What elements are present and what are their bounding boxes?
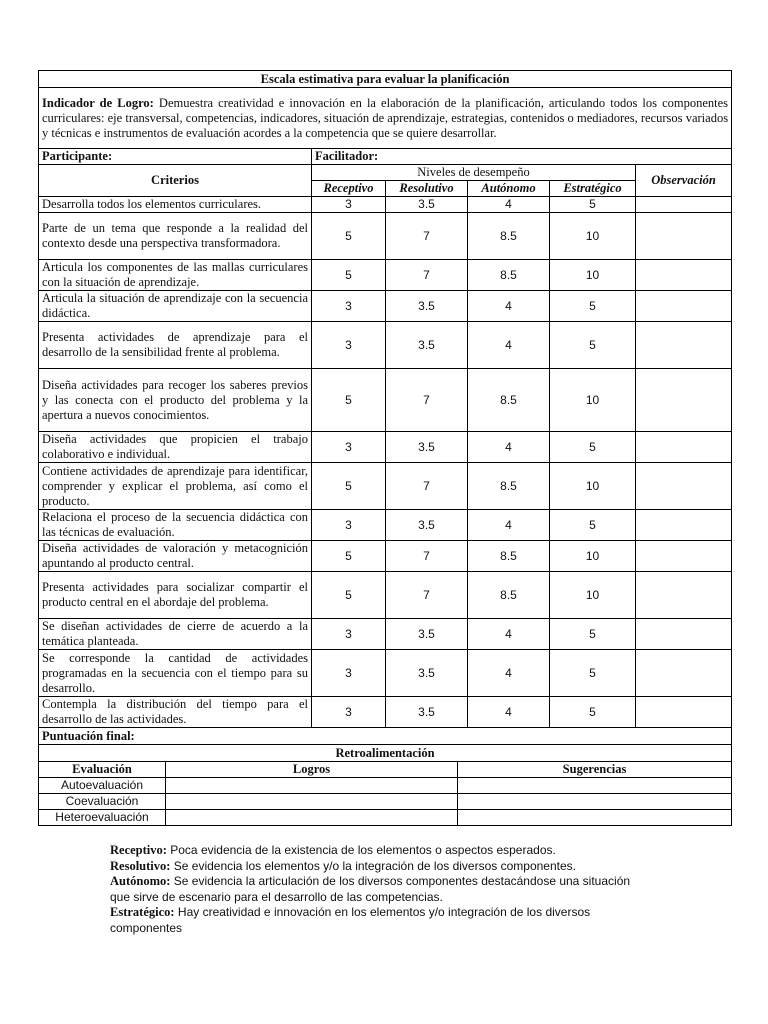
level-description: Se evidencia la articulación de los diversos componentes destacándose una situación que sirve de escenario para el desarrollo de las competencias. bbox=[110, 874, 631, 904]
score-cell: 4 bbox=[468, 510, 550, 541]
suggestions-cell[interactable] bbox=[458, 810, 732, 826]
score-cell: 3 bbox=[312, 510, 386, 541]
criterion-text: Diseña actividades que propicien el trabajo colaborativo e individual. bbox=[39, 432, 312, 463]
level-header: Receptivo bbox=[312, 181, 386, 197]
evaluation-type: Coevaluación bbox=[39, 794, 166, 810]
observation-cell[interactable] bbox=[636, 432, 732, 463]
criterion-text: Diseña actividades para recoger los saberes previos y las conecta con el producto del problema y la apertura a nuevos conocimientos. bbox=[39, 369, 312, 432]
score-cell: 7 bbox=[386, 463, 468, 510]
indicator-text: Demuestra creatividad e innovación en la elaboración de la planificación, articulando todos los componentes curriculares: eje transversal, competencias, indicadores, situación de aprendizaje, estrategias, contenidos o mediadores, recursos variados y técnicas e instrumentos de evaluación acordes a la competencia que se quiere desarrollar. bbox=[42, 95, 729, 140]
score-cell: 7 bbox=[386, 260, 468, 291]
criterion-row bbox=[39, 369, 732, 432]
score-cell: 3 bbox=[312, 322, 386, 369]
score-cell: 5 bbox=[550, 697, 636, 728]
observation-cell[interactable] bbox=[636, 510, 732, 541]
achievements-cell[interactable] bbox=[166, 794, 458, 810]
criterion-row bbox=[39, 322, 732, 369]
score-cell: 5 bbox=[312, 369, 386, 432]
level-term: Resolutivo: bbox=[110, 858, 171, 873]
score-cell: 5 bbox=[550, 650, 636, 697]
score-cell: 5 bbox=[312, 260, 386, 291]
criterion-text: Presenta actividades de aprendizaje para el desarrollo de la sensibilidad frente al problema. bbox=[39, 322, 312, 369]
criterion-text: Articula los componentes de las mallas curriculares con la situación de aprendizaje. bbox=[39, 260, 312, 291]
score-cell: 3.5 bbox=[386, 432, 468, 463]
level-term: Autónomo: bbox=[110, 874, 171, 889]
score-cell: 7 bbox=[386, 369, 468, 432]
facilitator-label: Facilitador: bbox=[312, 149, 732, 165]
criterion-text: Parte de un tema que responde a la realidad del contexto desde una perspectiva transformadora. bbox=[39, 213, 312, 260]
score-cell: 8.5 bbox=[468, 463, 550, 510]
score-cell: 10 bbox=[550, 572, 636, 619]
score-cell: 4 bbox=[468, 322, 550, 369]
criterion-text: Se diseñan actividades de cierre de acuerdo a la temática planteada. bbox=[39, 619, 312, 650]
achievements-cell[interactable] bbox=[166, 778, 458, 794]
score-cell: 4 bbox=[468, 697, 550, 728]
feedback-table bbox=[38, 744, 732, 826]
criterion-row bbox=[39, 432, 732, 463]
level-definitions bbox=[110, 843, 650, 937]
criterion-row bbox=[39, 197, 732, 213]
observation-cell[interactable] bbox=[636, 197, 732, 213]
suggestions-cell[interactable] bbox=[458, 778, 732, 794]
score-cell: 10 bbox=[550, 463, 636, 510]
score-cell: 10 bbox=[550, 260, 636, 291]
evaluation-type: Autoevaluación bbox=[39, 778, 166, 794]
observation-cell[interactable] bbox=[636, 322, 732, 369]
score-cell: 8.5 bbox=[468, 260, 550, 291]
evaluation-type: Heteroevaluación bbox=[39, 810, 166, 826]
criterion-row bbox=[39, 697, 732, 728]
level-header: Autónomo bbox=[468, 181, 550, 197]
score-cell: 7 bbox=[386, 572, 468, 619]
score-cell: 10 bbox=[550, 369, 636, 432]
criterion-text: Contiene actividades de aprendizaje para identificar, comprender y explicar el problema, así como el producto. bbox=[39, 463, 312, 510]
criterion-row bbox=[39, 650, 732, 697]
feedback-row bbox=[39, 794, 732, 810]
score-cell: 3 bbox=[312, 291, 386, 322]
score-cell: 5 bbox=[312, 463, 386, 510]
score-cell: 5 bbox=[312, 213, 386, 260]
score-cell: 7 bbox=[386, 213, 468, 260]
score-cell: 5 bbox=[550, 432, 636, 463]
score-cell: 3.5 bbox=[386, 697, 468, 728]
feedback-header: Retroalimentación bbox=[39, 745, 732, 762]
score-cell: 4 bbox=[468, 432, 550, 463]
score-cell: 5 bbox=[550, 510, 636, 541]
score-cell: 5 bbox=[312, 541, 386, 572]
observation-cell[interactable] bbox=[636, 369, 732, 432]
score-cell: 4 bbox=[468, 650, 550, 697]
criterion-row bbox=[39, 619, 732, 650]
score-cell: 4 bbox=[468, 197, 550, 213]
score-cell: 5 bbox=[312, 572, 386, 619]
evaluation-table bbox=[38, 70, 732, 745]
criterion-text: Presenta actividades para socializar compartir el producto central en el abordaje del problema. bbox=[39, 572, 312, 619]
achievement-indicator bbox=[39, 88, 732, 149]
criterion-row bbox=[39, 463, 732, 510]
level-term: Receptivo: bbox=[110, 843, 167, 857]
criterion-text: Articula la situación de aprendizaje con la secuencia didáctica. bbox=[39, 291, 312, 322]
score-cell: 3 bbox=[312, 197, 386, 213]
performance-levels-header: Niveles de desempeño bbox=[312, 165, 636, 181]
level-header: Resolutivo bbox=[386, 181, 468, 197]
score-cell: 8.5 bbox=[468, 572, 550, 619]
score-cell: 8.5 bbox=[468, 213, 550, 260]
level-description: Hay creatividad e innovación en los elementos y/o integración de los diversos componentes bbox=[110, 905, 591, 935]
score-cell: 3 bbox=[312, 619, 386, 650]
suggestions-column-header: Sugerencias bbox=[458, 762, 732, 778]
participant-label: Participante: bbox=[39, 149, 312, 165]
score-cell: 3 bbox=[312, 697, 386, 728]
criterion-row bbox=[39, 541, 732, 572]
score-cell: 5 bbox=[550, 322, 636, 369]
score-cell: 8.5 bbox=[468, 541, 550, 572]
score-cell: 7 bbox=[386, 541, 468, 572]
level-description: Poca evidencia de la existencia de los elementos o aspectos esperados. bbox=[166, 843, 556, 857]
score-cell: 4 bbox=[468, 619, 550, 650]
level-definition bbox=[110, 843, 650, 859]
score-cell: 3.5 bbox=[386, 291, 468, 322]
score-cell: 3 bbox=[312, 432, 386, 463]
criterion-text: Relaciona el proceso de la secuencia didáctica con las técnicas de evaluación. bbox=[39, 510, 312, 541]
indicator-label: Indicador de Logro: bbox=[42, 95, 154, 110]
criterion-text: Contempla la distribución del tiempo para el desarrollo de las actividades. bbox=[39, 697, 312, 728]
suggestions-cell[interactable] bbox=[458, 794, 732, 810]
score-cell: 5 bbox=[550, 197, 636, 213]
level-header: Estratégico bbox=[550, 181, 636, 197]
score-cell: 3 bbox=[312, 650, 386, 697]
observation-cell[interactable] bbox=[636, 213, 732, 260]
criterion-row bbox=[39, 291, 732, 322]
level-description: Se evidencia los elementos y/o la integración de los diversos componentes. bbox=[170, 858, 576, 873]
level-definition bbox=[110, 905, 650, 936]
score-cell: 3.5 bbox=[386, 197, 468, 213]
observation-cell[interactable] bbox=[636, 291, 732, 322]
observation-cell[interactable] bbox=[636, 463, 732, 510]
criterion-text: Desarrolla todos los elementos curriculares. bbox=[39, 197, 312, 213]
feedback-row bbox=[39, 778, 732, 794]
feedback-row bbox=[39, 810, 732, 826]
final-score-label: Puntuación final: bbox=[39, 728, 732, 745]
observation-cell[interactable] bbox=[636, 572, 732, 619]
criteria-header: Criterios bbox=[39, 165, 312, 197]
level-term: Estratégico: bbox=[110, 905, 175, 920]
criterion-row bbox=[39, 572, 732, 619]
score-cell: 4 bbox=[468, 291, 550, 322]
criterion-row bbox=[39, 213, 732, 260]
observation-cell[interactable] bbox=[636, 541, 732, 572]
criterion-text: Se corresponde la cantidad de actividades programadas en la secuencia con el tiempo para su desarrollo. bbox=[39, 650, 312, 697]
achievements-column-header: Logros bbox=[166, 762, 458, 778]
score-cell: 8.5 bbox=[468, 369, 550, 432]
document-title: Escala estimativa para evaluar la planificación bbox=[39, 71, 732, 88]
score-cell: 3.5 bbox=[386, 510, 468, 541]
evaluation-scale-document bbox=[38, 70, 731, 826]
achievements-cell[interactable] bbox=[166, 810, 458, 826]
observation-cell[interactable] bbox=[636, 619, 732, 650]
criterion-text: Diseña actividades de valoración y metacognición apuntando al producto central. bbox=[39, 541, 312, 572]
evaluation-column-header: Evaluación bbox=[39, 762, 166, 778]
observation-cell[interactable] bbox=[636, 697, 732, 728]
observation-cell[interactable] bbox=[636, 650, 732, 697]
level-definition bbox=[110, 874, 650, 905]
score-cell: 10 bbox=[550, 213, 636, 260]
score-cell: 3.5 bbox=[386, 322, 468, 369]
score-cell: 5 bbox=[550, 619, 636, 650]
score-cell: 10 bbox=[550, 541, 636, 572]
observation-cell[interactable] bbox=[636, 260, 732, 291]
criterion-row bbox=[39, 260, 732, 291]
criterion-row bbox=[39, 510, 732, 541]
score-cell: 5 bbox=[550, 291, 636, 322]
score-cell: 3.5 bbox=[386, 619, 468, 650]
observation-header: Observación bbox=[636, 165, 732, 197]
score-cell: 3.5 bbox=[386, 650, 468, 697]
level-definition bbox=[110, 859, 650, 875]
